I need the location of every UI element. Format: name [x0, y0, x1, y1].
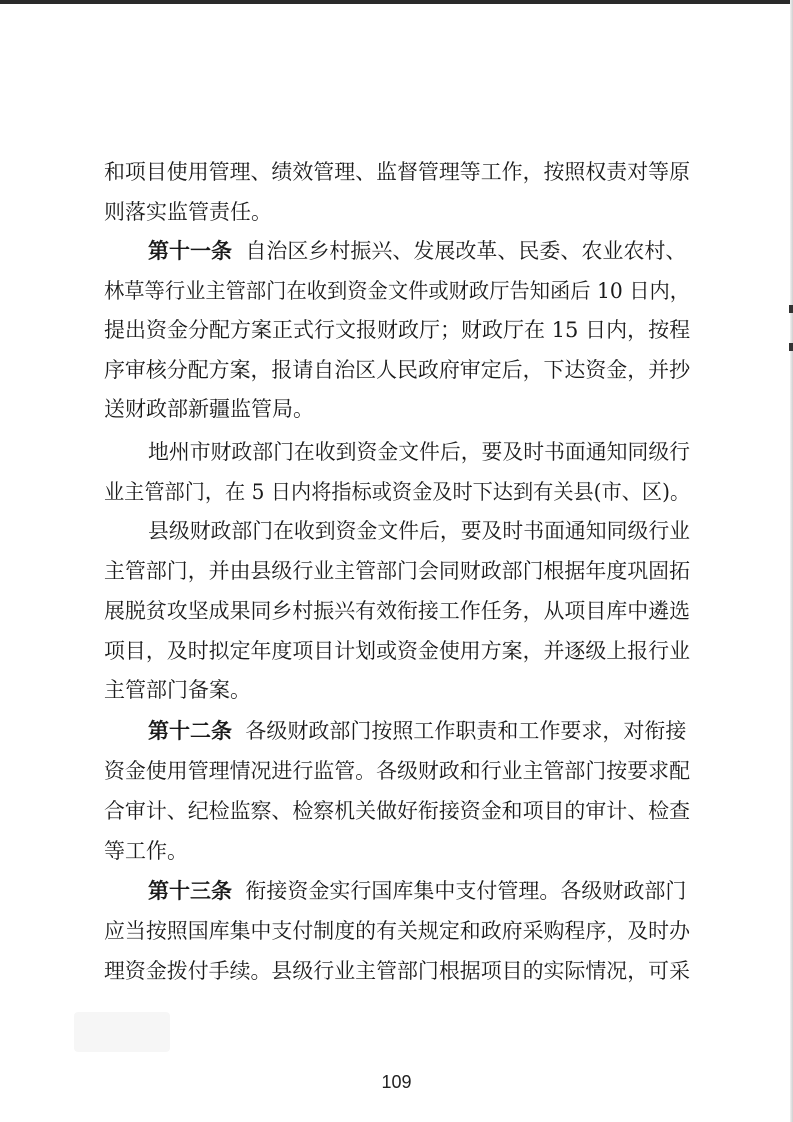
article-11-label: 第十一条	[148, 239, 232, 263]
line-5: 提出资金分配方案正式行文报财政厅；财政厅在 15 日内，按程	[104, 318, 691, 342]
line-1: 和项目使用管理、绩效管理、监督管理等工作，按照权责对等原	[104, 160, 691, 184]
scan-border-top	[0, 0, 793, 4]
scan-mark	[789, 343, 793, 351]
article-13-label: 第十三条	[148, 879, 232, 903]
line-2: 则落实监管责任。	[104, 200, 272, 224]
line-12: 展脱贫攻坚成果同乡村振兴有效衔接工作任务，从项目库中遴选	[104, 599, 691, 623]
line-20: 应当按照国库集中支付制度的有关规定和政府采购程序，及时办	[104, 919, 691, 943]
page-number: 109	[381, 1072, 412, 1092]
line-21: 理资金拨付手续。县级行业主管部门根据项目的实际情况，可采	[104, 959, 691, 983]
line-8: 地州市财政部门在收到资金文件后，要及时书面通知同级行	[148, 440, 691, 464]
line-10: 县级财政部门在收到资金文件后，要及时书面通知同级行业	[148, 519, 691, 543]
article-11-heading-line: 第十一条 自治区乡村振兴、发展改革、民委、农业农村、	[148, 239, 687, 263]
scan-mark	[789, 305, 793, 313]
line-4: 林草等行业主管部门在收到资金文件或财政厅告知函后 10 日内，	[104, 279, 691, 303]
scan-smudge	[74, 1012, 170, 1052]
line-18: 等工作。	[104, 839, 188, 863]
line-6: 序审核分配方案，报请自治区人民政府审定后，下达资金，并抄	[104, 358, 691, 382]
line-14: 主管部门备案。	[104, 678, 251, 702]
line-16: 资金使用管理情况进行监管。各级财政和行业主管部门按要求配	[104, 759, 691, 783]
line-9: 业主管部门，在 5 日内将指标或资金及时下达到有关县(市、区)。	[104, 480, 691, 504]
line-13: 项目，及时拟定年度项目计划或资金使用方案，并逐级上报行业	[104, 639, 691, 663]
line-11: 主管部门，并由县级行业主管部门会同财政部门根据年度巩固拓	[104, 559, 691, 583]
article-13-heading-line: 第十三条 衔接资金实行国库集中支付管理。各级财政部门	[148, 879, 687, 903]
article-12-heading-line: 第十二条 各级财政部门按照工作职责和工作要求，对衔接	[148, 719, 687, 743]
line-17: 合审计、纪检监察、检察机关做好衔接资金和项目的审计、检查	[104, 799, 691, 823]
line-7: 送财政部新疆监管局。	[104, 397, 314, 421]
article-12-label: 第十二条	[148, 719, 232, 743]
